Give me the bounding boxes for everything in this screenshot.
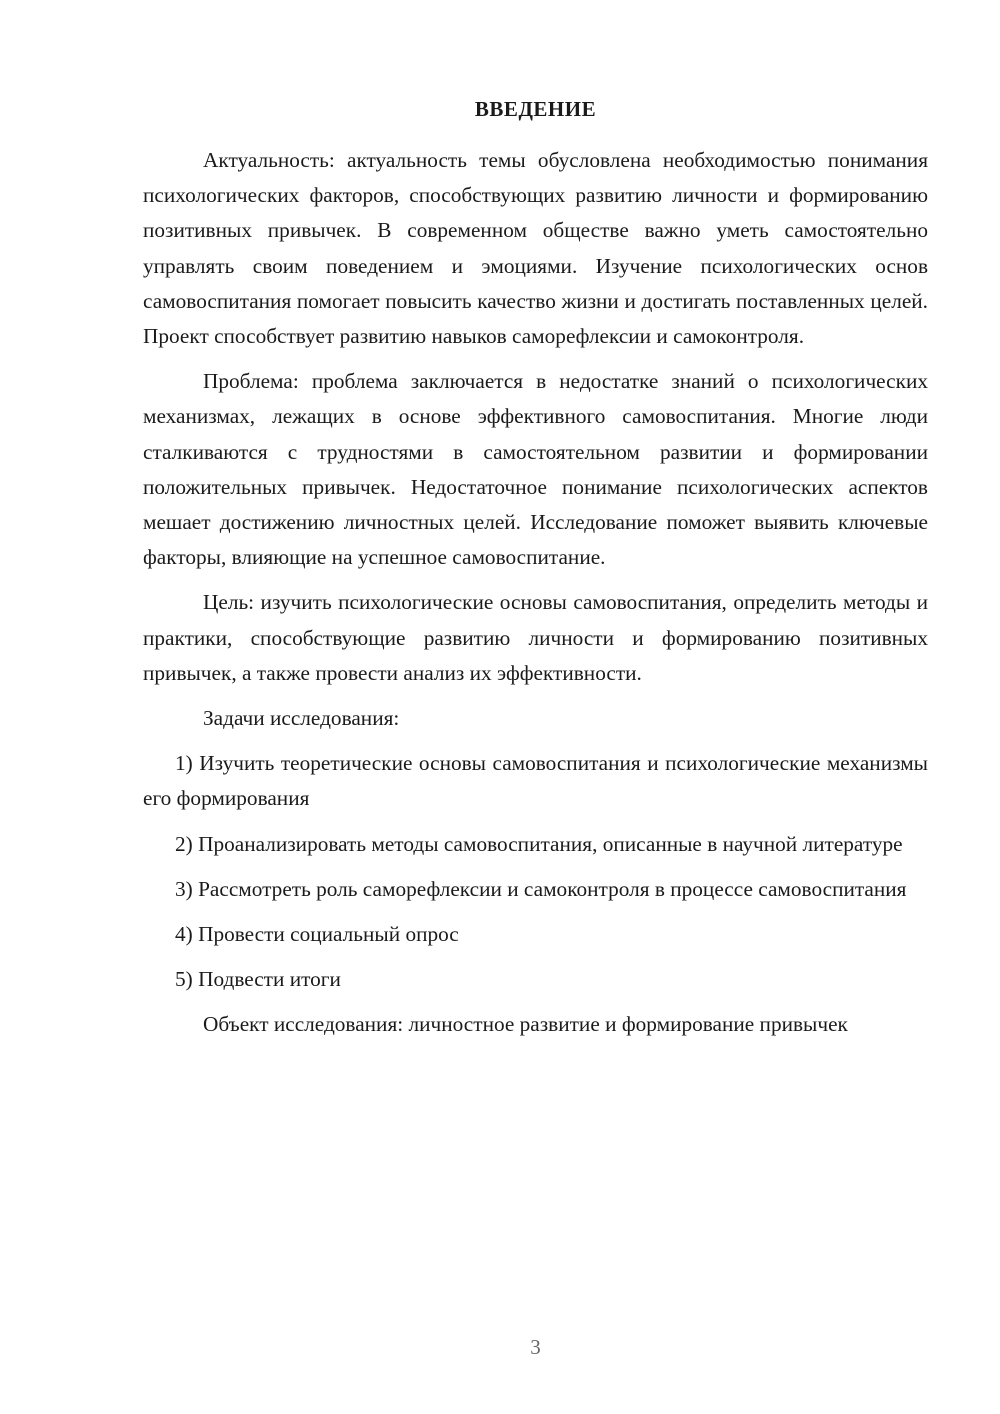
task-item-3: 3) Рассмотреть роль саморефлексии и самоконтроля в процессе самовоспитания [175, 876, 907, 901]
relevance-paragraph: Актуальность: актуальность темы обусловлена необходимостью понимания психологических факторов, способствующих развитию личности и формированию позитивных привычек. В современном обществе важно уметь самостоятельно управлять своим поведением и эмоциями. Изучение психологических основ самовоспитания помогает повысить качество жизни и достигать поставленных целей. Проект способствует развитию навыков саморефлексии и самоконтроля. [143, 148, 928, 349]
object-paragraph: Объект исследования: личностное развитие и формирование привычек [203, 1012, 848, 1037]
document-page [143, 0, 928, 1414]
document-body [143, 143, 928, 1053]
page-title: ВВЕДЕНИЕ [474, 97, 597, 121]
goal-paragraph: Цель: изучить психологические основы самовоспитания, определить методы и практики, способствующие развитию личности и формированию позитивных привычек, а также провести анализ их эффективности. [143, 590, 928, 685]
page-number: 3 [530, 1335, 541, 1359]
tasks-heading: Задачи исследования: [203, 706, 400, 731]
task-item-4: 4) Провести социальный опрос [175, 922, 459, 947]
problem-paragraph: Проблема: проблема заключается в недостатке знаний о психологических механизмах, лежащих в основе эффективного самовоспитания. Многие люди сталкиваются с трудностями в самостоятельном развитии и формировании положительных привычек. Недостаточное понимание психологических аспектов мешает достижению личностных целей. Исследование поможет выявить ключевые факторы, влияющие на успешное самовоспитание. [143, 369, 928, 570]
task-item-5: 5) Подвести итоги [175, 967, 341, 992]
task-item-2: 2) Проанализировать методы самовоспитания, описанные в научной литературе [175, 831, 903, 856]
task-item-1: 1) Изучить теоретические основы самовоспитания и психологические механизмы его формирования [143, 751, 928, 811]
